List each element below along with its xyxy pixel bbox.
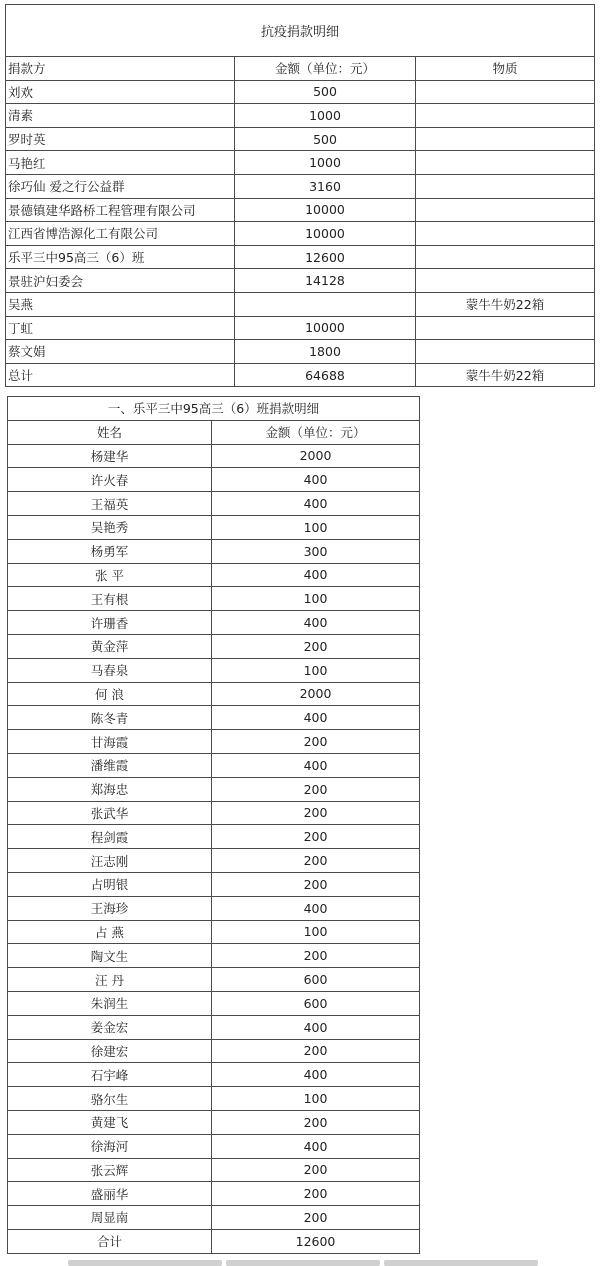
donor-name: 景德镇建华路桥工程管理有限公司 — [6, 198, 235, 222]
student-name: 许珊香 — [8, 611, 212, 635]
student-name: 黄金萍 — [8, 634, 212, 658]
table-row — [8, 1110, 420, 1134]
student-name: 张 平 — [8, 563, 212, 587]
table-row — [8, 896, 420, 920]
student-amount: 600 — [212, 968, 420, 992]
student-amount: 200 — [212, 1110, 420, 1134]
class-table-header — [8, 420, 420, 444]
student-name: 张云辉 — [8, 1158, 212, 1182]
table-row — [8, 849, 420, 873]
donation-amount — [235, 292, 416, 316]
student-amount: 200 — [212, 1039, 420, 1063]
student-name: 程剑霞 — [8, 825, 212, 849]
class-table-title-row — [8, 397, 420, 421]
table-row — [8, 706, 420, 730]
donation-material — [416, 245, 595, 269]
table-row — [8, 1206, 420, 1230]
student-amount: 400 — [212, 492, 420, 516]
student-amount: 400 — [212, 611, 420, 635]
table-row — [8, 444, 420, 468]
donor-name: 罗时英 — [6, 127, 235, 151]
student-amount: 200 — [212, 1206, 420, 1230]
donation-amount: 14128 — [235, 269, 416, 293]
student-name: 杨勇军 — [8, 539, 212, 563]
student-name: 姜金宏 — [8, 1015, 212, 1039]
student-name: 马春泉 — [8, 658, 212, 682]
student-amount: 400 — [212, 706, 420, 730]
student-name: 朱润生 — [8, 991, 212, 1015]
donor-name: 蔡文娟 — [6, 340, 235, 364]
student-name: 周显南 — [8, 1206, 212, 1230]
student-amount: 100 — [212, 920, 420, 944]
student-name: 潘维霞 — [8, 753, 212, 777]
table-row — [8, 611, 420, 635]
table-row — [6, 151, 595, 175]
student-amount: 400 — [212, 753, 420, 777]
student-name: 甘海霞 — [8, 730, 212, 754]
donor-name: 清素 — [6, 104, 235, 128]
student-amount: 200 — [212, 634, 420, 658]
student-name: 许火春 — [8, 468, 212, 492]
donation-amount: 10000 — [235, 316, 416, 340]
student-amount: 100 — [212, 658, 420, 682]
table-row — [8, 492, 420, 516]
donation-amount: 1000 — [235, 151, 416, 175]
page-indicator-segment — [226, 1260, 380, 1266]
student-amount: 400 — [212, 896, 420, 920]
student-amount: 200 — [212, 777, 420, 801]
donation-amount: 64688 — [235, 363, 416, 387]
student-name: 陶文生 — [8, 944, 212, 968]
table-row — [8, 515, 420, 539]
student-name: 杨建华 — [8, 444, 212, 468]
donor-name: 徐巧仙 爱之行公益群 — [6, 174, 235, 198]
donation-material — [416, 198, 595, 222]
student-amount: 300 — [212, 539, 420, 563]
table-row — [6, 316, 595, 340]
table-row — [8, 1229, 420, 1253]
table-row — [8, 587, 420, 611]
student-name: 吴艳秀 — [8, 515, 212, 539]
student-name: 徐建宏 — [8, 1039, 212, 1063]
donation-material — [416, 104, 595, 128]
donor-name: 马艳红 — [6, 151, 235, 175]
donation-table — [5, 4, 595, 387]
donation-material — [416, 80, 595, 104]
donation-material — [416, 151, 595, 175]
table-row — [8, 730, 420, 754]
student-name: 占 燕 — [8, 920, 212, 944]
table-row — [8, 1039, 420, 1063]
donor-name: 丁虹 — [6, 316, 235, 340]
donation-amount: 1800 — [235, 340, 416, 364]
donation-material — [416, 340, 595, 364]
student-amount: 400 — [212, 468, 420, 492]
table-row — [8, 1015, 420, 1039]
table-row — [6, 104, 595, 128]
table-row — [8, 872, 420, 896]
table-row — [8, 777, 420, 801]
student-amount: 200 — [212, 825, 420, 849]
student-amount: 200 — [212, 801, 420, 825]
student-name: 郑海忠 — [8, 777, 212, 801]
table-row — [6, 80, 595, 104]
student-name: 王海珍 — [8, 896, 212, 920]
student-amount: 2000 — [212, 444, 420, 468]
student-amount: 2000 — [212, 682, 420, 706]
student-name: 骆尔生 — [8, 1087, 212, 1111]
table-row — [6, 222, 595, 246]
student-amount: 200 — [212, 872, 420, 896]
table-row — [6, 269, 595, 293]
table-row — [8, 634, 420, 658]
student-name: 黄建飞 — [8, 1110, 212, 1134]
donation-material: 蒙牛牛奶22箱 — [416, 292, 595, 316]
student-amount: 100 — [212, 1087, 420, 1111]
donation-material — [416, 174, 595, 198]
table-row — [8, 991, 420, 1015]
student-amount: 200 — [212, 1158, 420, 1182]
student-name: 王福英 — [8, 492, 212, 516]
student-name: 合计 — [8, 1229, 212, 1253]
student-amount: 100 — [212, 587, 420, 611]
table-row — [6, 174, 595, 198]
table-row — [8, 753, 420, 777]
donation-amount: 10000 — [235, 222, 416, 246]
table-row — [8, 682, 420, 706]
header-name: 姓名 — [8, 420, 212, 444]
donation-material — [416, 222, 595, 246]
table-row — [8, 801, 420, 825]
header-amount: 金额（单位：元） — [235, 57, 416, 81]
student-name: 汪 丹 — [8, 968, 212, 992]
student-amount: 200 — [212, 944, 420, 968]
table-row — [8, 1063, 420, 1087]
student-amount: 400 — [212, 563, 420, 587]
table-row — [6, 292, 595, 316]
student-name: 汪志刚 — [8, 849, 212, 873]
student-amount: 200 — [212, 849, 420, 873]
student-amount: 400 — [212, 1063, 420, 1087]
table-row — [6, 245, 595, 269]
student-amount: 400 — [212, 1134, 420, 1158]
donation-material — [416, 269, 595, 293]
donor-name: 景驻沪妇委会 — [6, 269, 235, 293]
class-table-title: 一、乐平三中95高三（6）班捐款明细 — [8, 397, 420, 421]
donation-amount: 1000 — [235, 104, 416, 128]
table-row — [8, 539, 420, 563]
table-row — [6, 340, 595, 364]
page-indicator — [68, 1260, 538, 1266]
table-row — [8, 1087, 420, 1111]
student-name: 张武华 — [8, 801, 212, 825]
table-row — [6, 127, 595, 151]
student-name: 石宇峰 — [8, 1063, 212, 1087]
class-donation-table — [7, 396, 420, 1254]
student-amount: 100 — [212, 515, 420, 539]
student-name: 陈冬青 — [8, 706, 212, 730]
table-row — [8, 1182, 420, 1206]
table-row — [6, 363, 595, 387]
table-row — [8, 563, 420, 587]
table-row — [8, 658, 420, 682]
header-amount: 金额（单位：元） — [212, 420, 420, 444]
table-row — [8, 1158, 420, 1182]
page-indicator-segment — [68, 1260, 222, 1266]
student-amount: 400 — [212, 1015, 420, 1039]
table-row — [8, 920, 420, 944]
student-name: 盛丽华 — [8, 1182, 212, 1206]
donation-table-title-row — [6, 5, 595, 57]
donation-amount: 500 — [235, 80, 416, 104]
donor-name: 江西省博浩源化工有限公司 — [6, 222, 235, 246]
student-name: 何 浪 — [8, 682, 212, 706]
student-amount: 600 — [212, 991, 420, 1015]
header-donor: 捐款方 — [6, 57, 235, 81]
donation-material: 蒙牛牛奶22箱 — [416, 363, 595, 387]
table-row — [8, 825, 420, 849]
donation-table-header — [6, 57, 595, 81]
donation-amount: 10000 — [235, 198, 416, 222]
table-row — [8, 468, 420, 492]
donor-name: 刘欢 — [6, 80, 235, 104]
table-row — [8, 968, 420, 992]
donation-table-title: 抗疫捐款明细 — [6, 5, 595, 57]
table-row — [8, 1134, 420, 1158]
donor-name: 乐平三中95高三（6）班 — [6, 245, 235, 269]
donation-material — [416, 127, 595, 151]
donor-name: 总计 — [6, 363, 235, 387]
student-amount: 200 — [212, 730, 420, 754]
table-row — [6, 198, 595, 222]
header-material: 物质 — [416, 57, 595, 81]
student-name: 徐海河 — [8, 1134, 212, 1158]
donation-amount: 3160 — [235, 174, 416, 198]
donor-name: 吴燕 — [6, 292, 235, 316]
table-row — [8, 944, 420, 968]
student-amount: 200 — [212, 1182, 420, 1206]
student-name: 王有根 — [8, 587, 212, 611]
donation-material — [416, 316, 595, 340]
page-indicator-segment — [384, 1260, 538, 1266]
donation-amount: 12600 — [235, 245, 416, 269]
donation-amount: 500 — [235, 127, 416, 151]
student-amount: 12600 — [212, 1229, 420, 1253]
student-name: 占明银 — [8, 872, 212, 896]
